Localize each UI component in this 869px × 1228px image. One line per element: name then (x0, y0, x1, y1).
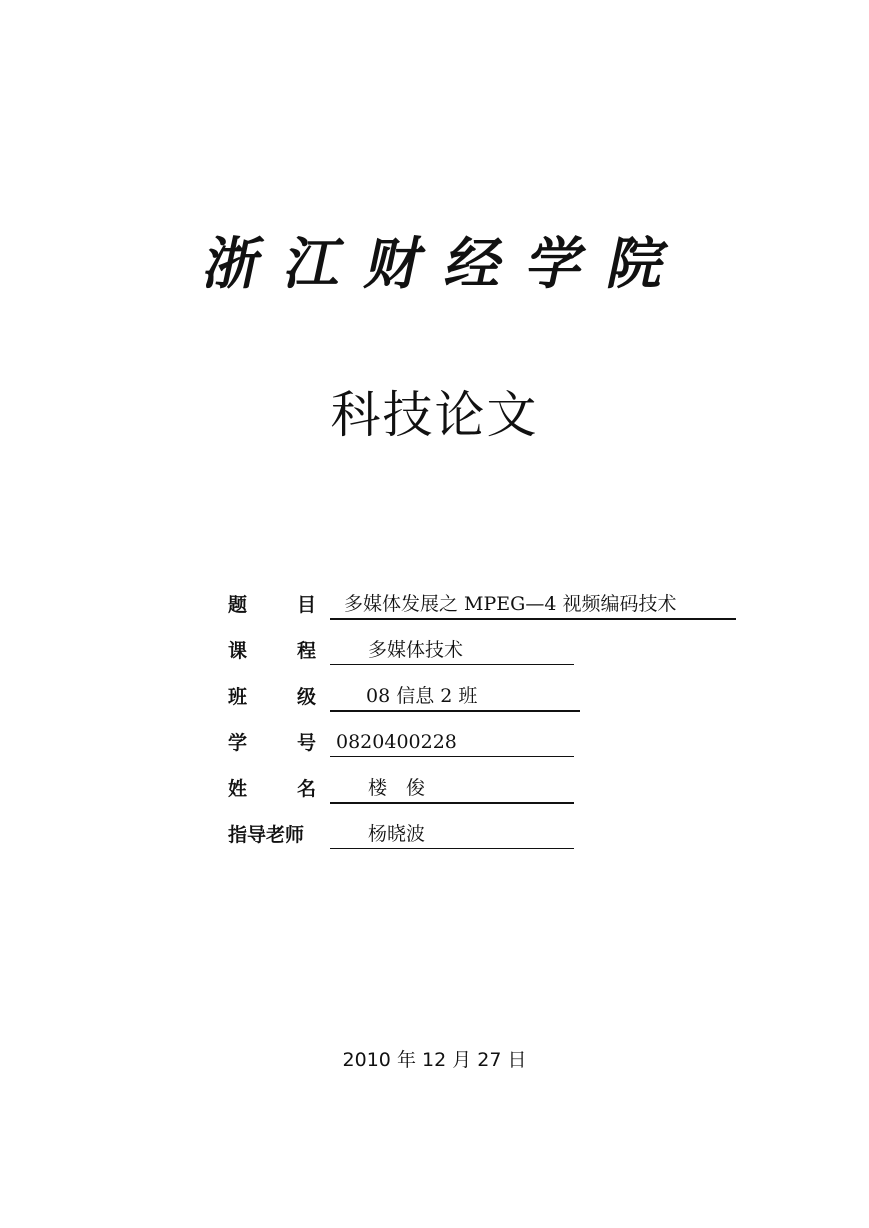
field-label-class (228, 684, 316, 710)
label-char: 姓 (228, 778, 248, 800)
field-row-advisor (228, 820, 748, 866)
logo-char: 学 (521, 231, 592, 297)
document-type-title: 科技论文 (330, 386, 539, 444)
field-value-course: 多媒体技术 (330, 636, 574, 665)
label-char: 班 (228, 686, 248, 708)
logo-char: 浙 (197, 231, 269, 297)
label-char: 程 (296, 640, 316, 662)
field-row-title (228, 590, 748, 636)
field-value-advisor: 杨晓波 (330, 820, 574, 849)
field-value-title: 多媒体发展之 MPEG—4 视频编码技术 (330, 590, 736, 620)
field-label-name (228, 776, 316, 802)
field-label-advisor: 指导老师 (228, 824, 305, 846)
field-row-student-id (228, 728, 748, 774)
logo-char: 江 (278, 231, 349, 297)
logo-char: 财 (359, 231, 430, 297)
label-char: 课 (228, 640, 248, 662)
field-label-title (228, 592, 316, 618)
label-char: 级 (296, 686, 316, 708)
logo-char: 院 (601, 231, 672, 297)
field-value-student-id: 0820400228 (330, 728, 574, 757)
label-char: 目 (296, 594, 316, 616)
label-char: 学 (228, 732, 248, 754)
label-char: 题 (228, 594, 248, 616)
field-value-name: 楼 俊 (330, 774, 574, 804)
university-logo (197, 228, 672, 300)
field-row-course (228, 636, 748, 682)
field-row-class (228, 682, 748, 728)
label-char: 名 (296, 778, 316, 800)
label-char: 号 (296, 732, 316, 754)
submission-date: 2010 年 12 月 27 日 (342, 1049, 527, 1071)
info-block (228, 590, 748, 866)
field-label-student-id (228, 730, 316, 756)
field-row-name (228, 774, 748, 820)
field-value-class: 08 信息 2 班 (330, 682, 580, 712)
field-label-course (228, 638, 316, 664)
logo-char: 经 (440, 231, 511, 297)
